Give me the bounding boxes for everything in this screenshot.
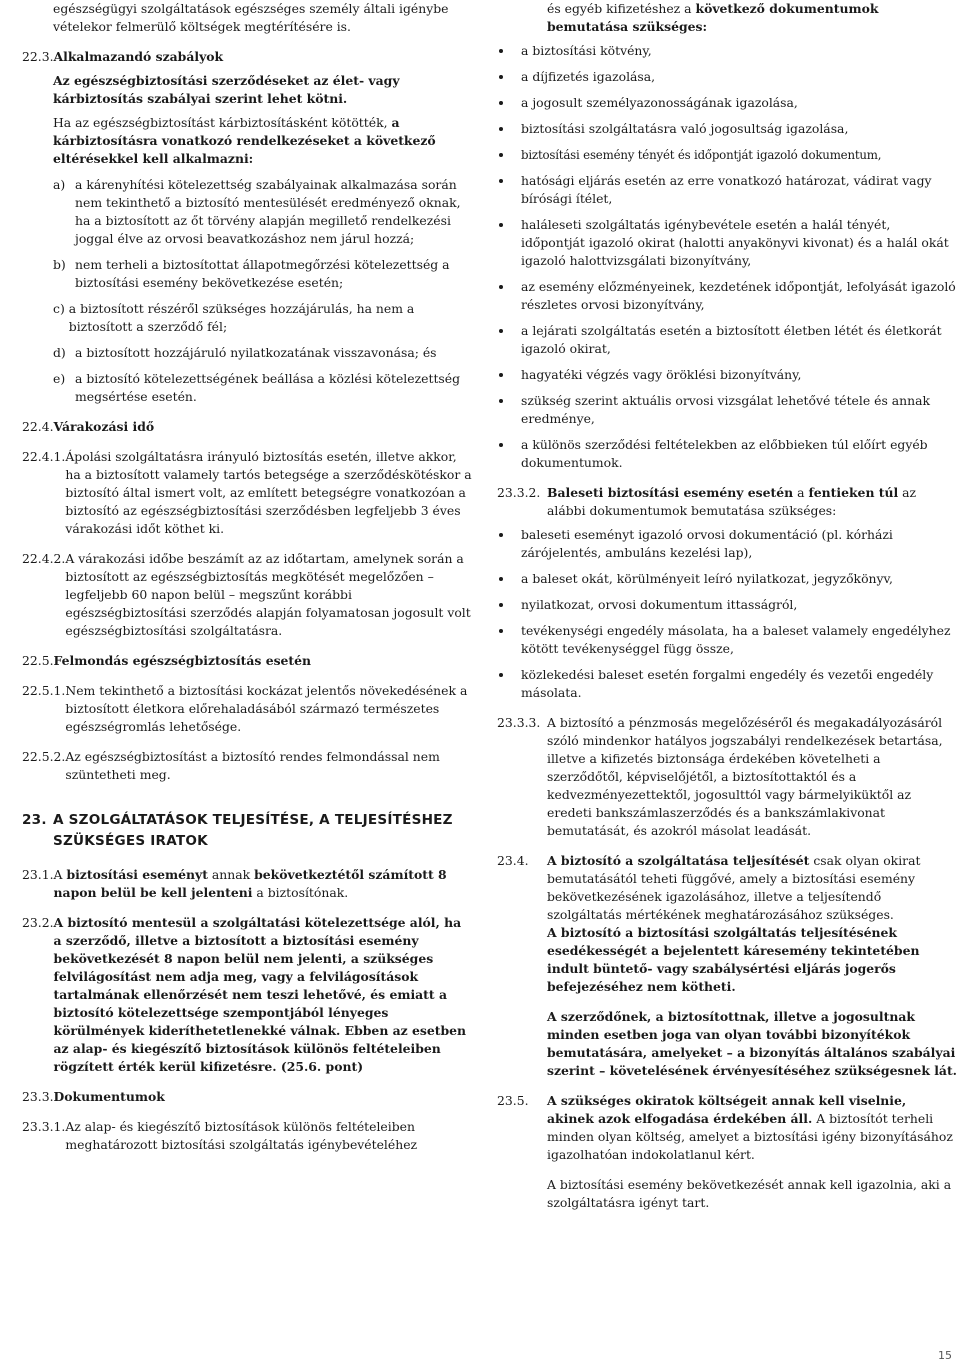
continuation-plain: és egyéb kifizetéshez a [547,1,692,16]
list-letter: d) [53,345,66,360]
exception-list [22,176,472,406]
section-text [547,1092,957,1212]
section-number: 23.4. [497,853,529,868]
list-item [53,300,472,336]
section-number: 22.5.2. [22,749,66,764]
text-part-bold: bekövetkeztétől számított 8 napon belül be kell jelenteni [53,867,447,900]
section-23-3-heading [22,1088,472,1106]
list-letter: c) [53,301,65,316]
accident-bullet-list [497,526,957,702]
section-text: A biztosító mentesül a szolgáltatási kötelezettsége alól, ha a szerződő, illetve a biztosított a biztosítási esemény bekövetkezését 8 napon belül nem jelenti, a szükséges felvilágosítást nem adja meg, vagy a felvilágosítások tartalmának ellenőrzését nem teszi lehetővé, és emiatt a biztosító kötelezettsége szempontjából lényeges körülmények kideríthetetlenekké válnak. Ebben az esetben az alap- és kiegészítő biztosítások különös feltételeiben rögzített érték kerül kifizetésre. (25.6. pont) [53,915,467,1074]
intro-paragraph: egészségügyi szolgáltatások egészséges személy általi igénybe vételekor felmerülő költségek megtérítésére is. [53,1,449,34]
continuation-bold: következő dokumentumok bemutatása szükséges: [547,1,879,34]
list-item [53,176,472,248]
left-column [22,0,472,1166]
section-22-4-heading [22,418,472,436]
page-number: 15 [938,1349,952,1362]
bullet-item: hatósági eljárás esetén az erre vonatkozó határozat, vádirat vagy bírósági ítélet, [497,172,957,208]
text-part: csak olyan okirat bemutatásától teheti függővé, amely a biztosítási esemény bekövetkezésének igazolásához, illetve a teljesítendő szolgáltatás mértékének meghatározásához szükséges. [547,853,921,922]
chapter-title: A SZOLGÁLTATÁSOK TELJESÍTÉSE, A TELJESÍTÉSHEZ SZÜKSÉGES IRATOK [53,812,453,849]
section-22-3-lead: Az egészségbiztosítási szerződéseket az élet- vagy kárbiztosítás szabályai szerint lehet kötni. [53,73,400,106]
section-text: Ápolási szolgáltatásra irányuló biztosítás esetén, illetve akkor, ha a biztosított valamely tartós betegsége a szerződéskötéskor a biztosító által ismert volt, az említett betegségre vonatkozóan a biztosító az egészségbiztosítási szerződésben legfeljebb 3 éves várakozási időt köthet ki. [65,449,472,536]
text-part-bold: biztosítási eseményt [66,867,208,882]
bullet-item: a díjfizetés igazolása, [497,68,957,86]
bullet-item: nyilatkozat, orvosi dokumentum ittasságról, [497,596,957,614]
section-22-5-heading [22,652,472,670]
right-column [497,0,957,1224]
section-22-4-2 [22,550,472,640]
text-part: annak [211,867,251,882]
text-part-bold: A biztosító a biztosítási szolgáltatás teljesítésének esedékességét a bejelentett káresemény tekintetében indult büntető- vagy szabálysértési eljárás jogerős befejezéséhez nem kötheti. [547,925,920,994]
section-number: 22.4. [22,419,54,434]
list-text: a biztosító kötelezettségének beállása a közlési kötelezettség megsértése esetén. [75,371,461,404]
bullet-item: az esemény előzményeinek, kezdetének időpontját, lefolyását igazoló részletes orvosi bizonyítvány, [497,278,957,314]
section-22-3-paragraph [22,114,472,168]
section-22-3-heading [22,48,472,66]
list-item [53,344,472,362]
paragraph-plain: Ha az egészségbiztosítást kárbiztosításként kötötték, [53,115,388,130]
section-23-4 [497,852,957,1080]
bullet-item: a jogosult személyazonosságának igazolása, [497,94,957,112]
section-number: 22.5. [22,653,54,668]
section-23-3-2 [497,484,957,520]
section-22-5-1 [22,682,472,736]
text-part: a [797,485,805,500]
section-23-1 [22,866,472,902]
section-text: Nem tekinthető a biztosítási kockázat jelentős növekedésének a biztosított életkora előrehaladásából származó természetes egészségromlás lehetősége. [65,683,468,734]
section-text [547,484,957,520]
text-part-bold: Baleseti biztosítási esemény esetén [547,485,794,500]
section-number: 23.5. [497,1093,529,1108]
section-22-4-1 [22,448,472,538]
list-letter: b) [53,257,66,272]
bullet-item: a baleset okát, körülményeit leíró nyilatkozat, jegyzőkönyv, [497,570,957,588]
section-23-5 [497,1092,957,1212]
list-text: a kárenyhítési kötelezettség szabályainak alkalmazása során nem tekinthető a biztosító mentesülését eredményező oknak, ha a biztosított az őt törvény alapján megillető rendelkezési joggal élve az orvosi beavatkozáshoz nem járul hozzá; [75,177,461,246]
section-title: Alkalmazandó szabályok [53,49,224,64]
text-part-bold: A biztosító a szolgáltatása teljesítését [547,853,810,868]
section-text: A biztosító a pénzmosás megelőzéséről és megakadályozásáról szóló mindenkor hatályos jogszabályi rendelkezések betartása, illetve a kifizetés biztonsága érdekében követelheti a szerződőtől, képviselőjétől, a biztosítottaktól és a kedvezményezettektől, jogosulttól vagy bármelyiküktől az eredeti bankszámlaszerződés és a bankszámlakivonat bemutatását, és azokról másolat leadását. [547,715,943,838]
bullet-item: a különös szerződési feltételekben az előbbieken túl előírt egyéb dokumentumok. [497,436,957,472]
section-22-5-2 [22,748,472,784]
text-part: A biztosítási esemény bekövetkezését annak kell igazolnia, aki a szolgáltatásra igényt tart. [547,1177,952,1210]
text-part: az alábbi dokumentumok bemutatása szükséges: [547,485,917,518]
list-item [53,256,472,292]
section-number: 23.2. [22,915,54,930]
section-title: Várakozási idő [53,419,155,434]
bullet-item: haláleseti szolgáltatás igénybevétele esetén a halál tényét, időpontját igazoló okirat (halotti anyakönyvi kivonat) és a halál okát igazoló halottvizsgálati bizonyítvány, [497,216,957,270]
bullet-item: tevékenységi engedély másolata, ha a baleset valamely engedélyhez kötött tevékenységgel függ össze, [497,622,957,658]
text-part-bold: A szerződőnek, a biztosítottnak, illetve a jogosultnak minden esetben joga van olyan további bizonyítékok bemutatására, amelyeket – a bizonyítás általános szabályai szerint – követelésének érvényesítéséhez szükségesnek lát. [547,1009,957,1078]
section-text: A várakozási időbe beszámít az az időtartam, amelynek során a biztosított az egészségbiztosítás megkötését megelőzően – legfeljebb 60 napon belül – megszűnt korábbi egészségbiztosítási szerződés alapján folyamatosan jogosult volt egészségbiztosítási szolgáltatásra. [65,551,471,638]
section-23-3-3 [497,714,957,840]
section-text [54,866,472,902]
section-number: 22.3. [22,49,54,64]
text-part: a biztosítónak. [256,885,349,900]
bullet-item: közlekedési baleset esetén forgalmi engedély és vezetői engedély másolata. [497,666,957,702]
bullet-item: baleseti eseményt igazoló orvosi dokumentáció (pl. kórházi zárójelentés, ambuláns kezelési lap), [497,526,957,562]
section-23-3-1 [22,1118,472,1154]
text-part: A biztosítót terheli minden olyan költség, amelyet a biztosítási igény bizonyításához igazolhatóan indokolatlanul kért. [547,1111,953,1162]
text-part-bold: fentieken túl [808,485,899,500]
bullet-item: hagyatéki végzés vagy öröklési bizonyítvány, [497,366,957,384]
document-bullet-list [497,42,957,472]
bullet-item: a biztosítási kötvény, [497,42,957,60]
list-text: a biztosított hozzájáruló nyilatkozatának visszavonása; és [75,345,437,360]
list-text: nem terheli a biztosítottat állapotmegőrzési kötelezettség a biztosítási esemény bekövetkezése esetén; [75,257,450,290]
section-23-2 [22,914,472,1076]
section-number: 23.3.3. [497,715,541,730]
list-text: a biztosított részéről szükséges hozzájárulás, ha nem a biztosított a szerződő fél; [68,301,415,334]
section-number: 22.4.2. [22,551,66,566]
section-number: 23.3.2. [497,485,541,500]
list-letter: a) [53,177,66,192]
text-part: A [53,867,63,882]
section-number: 23.1. [22,867,54,882]
chapter-23-heading [22,810,472,852]
section-text: Az alap- és kiegészítő biztosítások különös feltételeiben meghatározott biztosítási szolgáltatás igénybevételéhez [65,1119,418,1152]
paragraph-bold: a kárbiztosításra vonatkozó rendelkezéseket a következő eltérésekkel kell alkalmazni: [53,115,436,166]
section-number: 22.5.1. [22,683,66,698]
section-text: Az egészségbiztosítást a biztosító rendes felmondással nem szüntetheti meg. [65,749,440,782]
section-number: 23.3. [22,1089,54,1104]
chapter-number: 23. [22,812,47,828]
section-title: Dokumentumok [53,1089,165,1104]
list-letter: e) [53,371,66,386]
bullet-item: biztosítási esemény tényét és időpontját igazoló dokumentum, [497,146,957,164]
text-part-bold: A szükséges okiratok költségeit annak kell viselnie, akinek azok elfogadása érdekében áll. [547,1093,907,1126]
bullet-item: a lejárati szolgáltatás esetén a biztosított életben létét és életkorát igazoló okirat, [497,322,957,358]
continuation-paragraph [497,0,957,36]
section-title: Felmondás egészségbiztosítás esetén [53,653,312,668]
list-item [53,370,472,406]
section-text [547,852,957,1080]
bullet-item: biztosítási szolgáltatásra való jogosultság igazolása, [497,120,957,138]
section-number: 23.3.1. [22,1119,66,1134]
bullet-item: szükség szerint aktuális orvosi vizsgálat lehetővé tétele és annak eredménye, [497,392,957,428]
section-number: 22.4.1. [22,449,66,464]
